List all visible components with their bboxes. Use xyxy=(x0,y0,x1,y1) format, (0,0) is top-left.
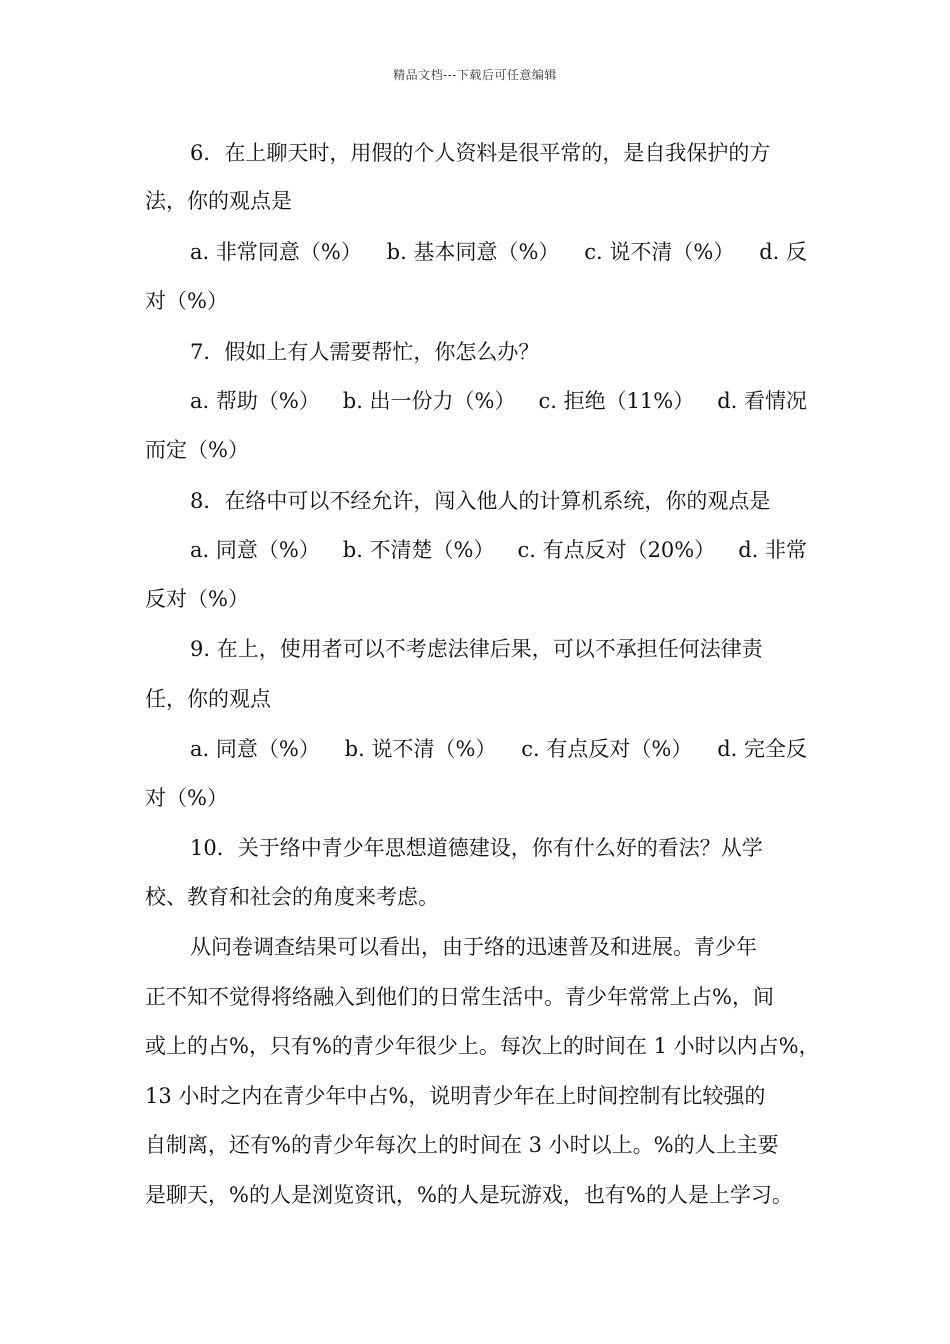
question-7-options xyxy=(190,387,807,415)
summary-line: 正不知不觉得将络融入到他们的日常生活中。青少年常常上占%，间 xyxy=(145,985,774,1009)
question-8-options xyxy=(190,536,807,564)
question-8-text: 8．在络中可以不经允许，闯入他人的计算机系统，你的观点是 xyxy=(190,489,771,513)
option-b: b. 不清楚（%） xyxy=(342,538,495,562)
option-c: c. 有点反对（%） xyxy=(521,737,693,761)
option-d: d. 反 xyxy=(759,240,807,264)
question-9-option-wrap: 对（%） xyxy=(145,786,228,810)
question-9-text: 9. 在上，使用者可以不考虑法律后果，可以不承担任何法律责 xyxy=(190,637,763,661)
option-d: d. 看情况 xyxy=(717,389,807,413)
summary-line: 自制离，还有%的青少年每次上的时间在 3 小时以上。%的人上主要 xyxy=(145,1133,779,1157)
question-9-options xyxy=(190,735,807,763)
question-6-option-wrap: 对（%） xyxy=(145,289,228,313)
option-d: d. 非常 xyxy=(738,538,807,562)
question-10-text-cont: 校、教育和社会的角度来考虑。 xyxy=(145,885,439,909)
option-c: c. 说不清（%） xyxy=(584,240,735,264)
option-b: b. 出一份力（%） xyxy=(342,389,516,413)
option-c: c. 拒绝（11%） xyxy=(538,389,695,413)
option-c: c. 有点反对（20%） xyxy=(517,538,716,562)
option-d: d. 完全反 xyxy=(717,737,807,761)
summary-line: 13 小时之内在青少年中占%，说明青少年在上时间控制有比较强的 xyxy=(145,1084,766,1108)
option-b: b. 基本同意（%） xyxy=(386,240,560,264)
summary-line: 是聊天，%的人是浏览资讯，%的人是玩游戏，也有%的人是上学习。 xyxy=(145,1183,793,1207)
option-a: a. 非常同意（%） xyxy=(190,240,362,264)
option-a: a. 同意（%） xyxy=(190,737,320,761)
question-8-option-wrap: 反对（%） xyxy=(145,587,249,611)
page-header: 精品文档---下载后可任意编辑 xyxy=(393,68,557,82)
question-6-options xyxy=(190,238,807,266)
question-7-option-wrap: 而定（%） xyxy=(145,438,249,462)
option-a: a. 帮助（%） xyxy=(190,389,320,413)
summary-line: 从问卷调查结果可以看出，由于络的迅速普及和进展。青少年 xyxy=(190,935,757,959)
option-a: a. 同意（%） xyxy=(190,538,320,562)
question-10-text: 10．关于络中青少年思想道德建设，你有什么好的看法？从学 xyxy=(190,836,763,860)
option-b: b. 说不清（%） xyxy=(344,737,497,761)
question-9-text-cont: 任，你的观点 xyxy=(145,687,271,711)
question-6-text-cont: 法，你的观点是 xyxy=(145,189,292,213)
question-7-text: 7．假如上有人需要帮忙，你怎么办？ xyxy=(190,340,540,364)
question-6-text: 6．在上聊天时，用假的个人资料是很平常的，是自我保护的方 xyxy=(190,141,771,165)
summary-line: 或上的占%，只有%的青少年很少上。每次上的时间在 1 小时以内占%， xyxy=(145,1034,820,1058)
